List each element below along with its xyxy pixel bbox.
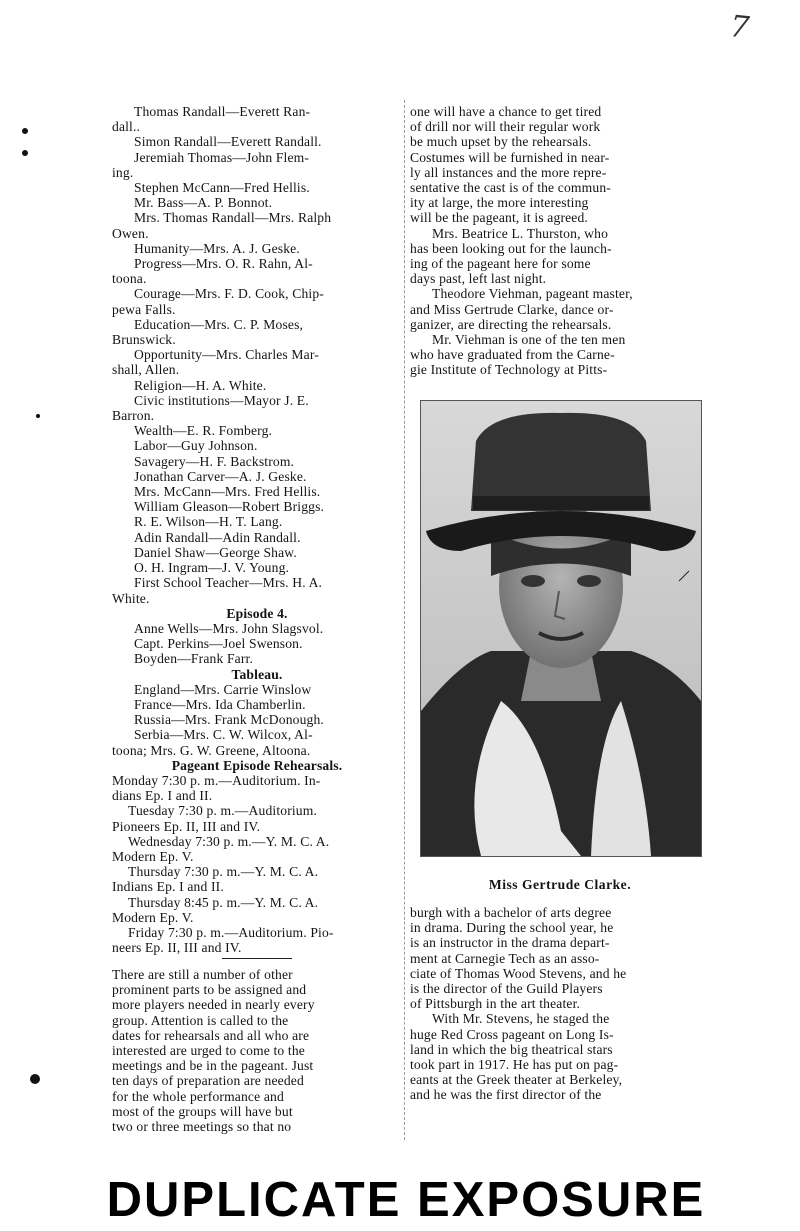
text-line: William Gleason—Robert Briggs.	[134, 499, 325, 515]
article-right-column	[410, 104, 700, 378]
text-line: ten days of preparation are needed	[112, 1073, 304, 1089]
text-line: Monday 7:30 p. m.—Auditorium. In-	[112, 772, 321, 788]
text-line: Thursday 7:30 p. m.—Y. M. C. A.	[128, 864, 319, 880]
text-line: Thomas Randall—Everett Ran-	[134, 104, 311, 119]
text-line: Adin Randall—Adin Randall.	[134, 529, 301, 545]
text-line: and Miss Gertrude Clarke, dance or-	[410, 301, 614, 317]
text-line: and he was the first director of the	[410, 1087, 602, 1103]
text-line: Modern Ep. V.	[112, 848, 194, 864]
text-line: burgh with a bachelor of arts degree	[410, 905, 612, 920]
text-line: Costumes will be furnished in near-	[410, 149, 610, 165]
text-line: Russia—Mrs. Frank McDonough.	[134, 712, 324, 728]
text-line: Mr. Viehman is one of the ten men	[432, 332, 626, 348]
text-line: Modern Ep. V.	[112, 909, 194, 925]
text-line: Daniel Shaw—George Shaw.	[134, 544, 297, 560]
text-line: gie Institute of Technology at Pitts-	[410, 362, 608, 378]
text-line: ciate of Thomas Wood Stevens, and he	[410, 965, 627, 981]
text-line: is an instructor in the drama depart-	[410, 935, 610, 951]
text-line: France—Mrs. Ida Chamberlin.	[134, 696, 306, 712]
photo-caption: Miss Gertrude Clarke.	[488, 877, 632, 892]
text-line: pewa Falls.	[112, 301, 176, 317]
text-line: First School Teacher—Mrs. H. A.	[134, 575, 323, 591]
text-line: Jeremiah Thomas—John Flem-	[134, 149, 310, 165]
text-line: will be the pageant, it is agreed.	[410, 210, 588, 226]
text-line: land in which the big theatrical stars	[410, 1041, 613, 1057]
text-line: dall..	[112, 119, 141, 135]
text-line: toona.	[112, 271, 147, 287]
text-line: ly all instances and the more repre-	[410, 164, 607, 180]
column-divider	[404, 100, 405, 1140]
text-line: Serbia—Mrs. C. W. Wilcox, Al-	[134, 727, 313, 743]
article-left-column	[112, 104, 402, 962]
text-line: White.	[112, 590, 150, 606]
text-line: dians Ep. I and II.	[112, 788, 213, 804]
text-line: ganizer, are directing the rehearsals.	[410, 316, 612, 332]
text-line: toona; Mrs. G. W. Greene, Altoona.	[112, 742, 311, 758]
text-line: ing.	[112, 164, 134, 180]
text-line: Barron.	[112, 408, 155, 424]
text-line: ity at large, the more interesting	[410, 195, 589, 211]
text-line: ment at Carnegie Tech as an asso-	[410, 950, 600, 966]
text-line: meetings and be in the pageant. Just	[112, 1058, 314, 1074]
text-line: Brunswick.	[112, 332, 176, 348]
text-line: one will have a chance to get tired	[410, 104, 602, 119]
text-line: Jonathan Carver—A. J. Geske.	[134, 468, 307, 484]
text-line: group. Attention is called to the	[112, 1012, 289, 1028]
duplicate-exposure-stamp: DUPLICATE EXPOSURE	[106, 1173, 706, 1227]
text-line: interested are urged to come to the	[112, 1043, 305, 1059]
text-line: of Pittsburgh in the art theater.	[410, 996, 581, 1012]
text-line: Theodore Viehman, pageant master,	[432, 286, 633, 302]
text-line: Indians Ep. I and II.	[112, 879, 224, 895]
text-line: more players needed in nearly every	[112, 997, 315, 1013]
text-line: England—Mrs. Carrie Winslow	[134, 681, 312, 697]
text-line: took part in 1917. He has put on pag-	[410, 1057, 619, 1073]
text-line: Pageant Episode Rehearsals.	[171, 757, 343, 773]
text-line: Episode 4.	[226, 605, 288, 621]
margin-speck	[36, 414, 40, 418]
text-line: be much upset by the rehearsals.	[410, 134, 592, 150]
page-number: 7	[728, 9, 751, 46]
text-line: Labor—Guy Johnson.	[134, 438, 258, 454]
margin-speck	[22, 128, 28, 134]
text-line: sentative the cast is of the commun-	[410, 180, 611, 196]
text-line: eants at the Greek theater at Berkeley,	[410, 1072, 623, 1088]
text-line: Mrs. McCann—Mrs. Fred Hellis.	[134, 484, 321, 500]
text-line: Education—Mrs. C. P. Moses,	[134, 316, 304, 332]
text-line: Thursday 8:45 p. m.—Y. M. C. A.	[128, 894, 319, 910]
text-line: Owen.	[112, 225, 149, 241]
text-line: With Mr. Stevens, he staged the	[432, 1011, 610, 1027]
article-right-column-continued	[410, 905, 700, 1103]
article-left-column-continued	[112, 967, 402, 1134]
text-line: in drama. During the school year, he	[410, 920, 614, 936]
text-line: neers Ep. II, III and IV.	[112, 940, 242, 956]
text-line: Capt. Perkins—Joel Swenson.	[134, 636, 303, 652]
text-line: R. E. Wilson—H. T. Lang.	[134, 514, 283, 530]
text-line: Civic institutions—Mayor J. E.	[134, 392, 309, 408]
text-line: most of the groups will have but	[112, 1103, 293, 1119]
text-line: dates for rehearsals and all who are	[112, 1027, 310, 1043]
text-line: Pioneers Ep. II, III and IV.	[112, 818, 261, 834]
text-line: Wednesday 7:30 p. m.—Y. M. C. A.	[128, 833, 330, 849]
text-line: O. H. Ingram—J. V. Young.	[134, 560, 290, 576]
portrait-image	[421, 401, 701, 856]
text-line: Savagery—H. F. Backstrom.	[134, 453, 295, 469]
text-line: Simon Randall—Everett Randall.	[134, 134, 322, 150]
text-line: Religion—H. A. White.	[134, 377, 267, 393]
text-line: of drill nor will their regular work	[410, 119, 601, 135]
text-line: Tuesday 7:30 p. m.—Auditorium.	[128, 803, 318, 819]
text-line: for the whole performance and	[112, 1088, 284, 1104]
text-line: Anne Wells—Mrs. John Slagsvol.	[134, 620, 324, 636]
text-line: prominent parts to be assigned and	[112, 982, 307, 998]
text-line: Mrs. Thomas Randall—Mrs. Ralph	[134, 210, 332, 226]
text-line: Courage—Mrs. F. D. Cook, Chip-	[134, 286, 324, 302]
text-line: shall, Allen.	[112, 362, 180, 378]
text-line: ing of the pageant here for some	[410, 256, 591, 272]
text-line: Progress—Mrs. O. R. Rahn, Al-	[134, 256, 313, 272]
margin-speck	[22, 150, 28, 156]
text-line: Stephen McCann—Fred Hellis.	[134, 180, 310, 196]
text-line: There are still a number of other	[112, 967, 293, 982]
text-line: Mr. Bass—A. P. Bonnot.	[134, 195, 273, 211]
text-line: Mrs. Beatrice L. Thurston, who	[432, 225, 609, 241]
text-line: huge Red Cross pageant on Long Is-	[410, 1026, 614, 1042]
section-rule	[222, 958, 292, 959]
portrait-photo	[420, 400, 702, 857]
text-line: Opportunity—Mrs. Charles Mar-	[134, 347, 319, 363]
margin-speck	[30, 1074, 40, 1084]
text-line: Tableau.	[231, 666, 283, 682]
text-line: Boyden—Frank Farr.	[134, 651, 253, 667]
text-line: days past, left last night.	[410, 271, 547, 287]
text-line: two or three meetings so that no	[112, 1119, 292, 1135]
text-line: who have graduated from the Carne-	[410, 347, 615, 363]
text-line: Humanity—Mrs. A. J. Geske.	[134, 240, 300, 256]
text-line: is the director of the Guild Players	[410, 981, 603, 997]
text-line: has been looking out for the launch-	[410, 240, 612, 256]
text-line: Friday 7:30 p. m.—Auditorium. Pio-	[128, 924, 334, 940]
text-line: Wealth—E. R. Fomberg.	[134, 423, 273, 439]
